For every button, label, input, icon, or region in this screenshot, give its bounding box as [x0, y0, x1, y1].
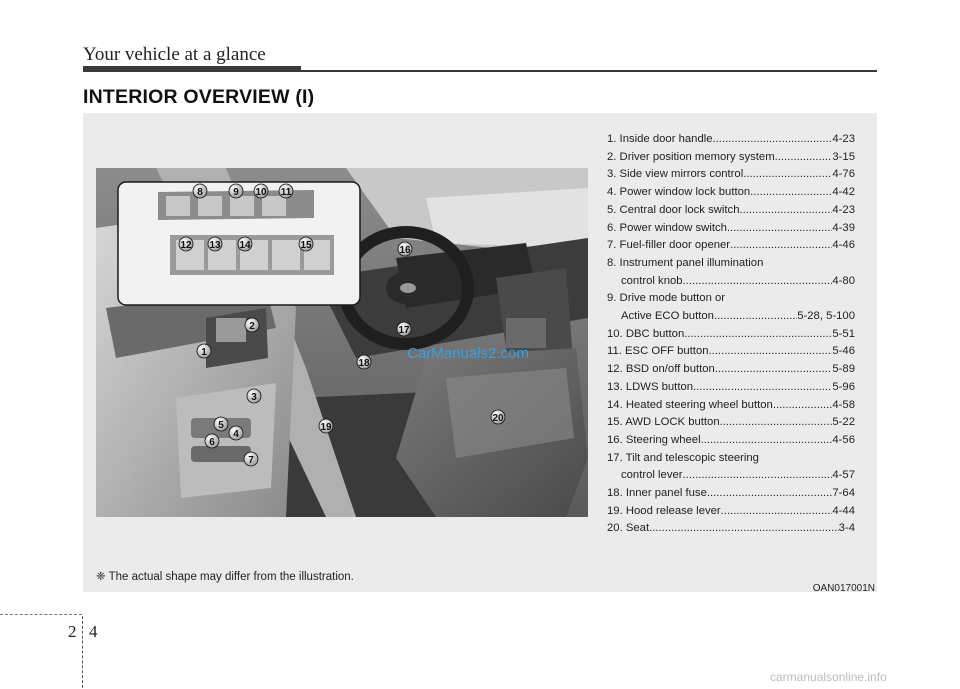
- section-title: INTERIOR OVERVIEW (I): [83, 86, 315, 108]
- list-item: 10. DBC button ..... 5-51: [607, 326, 855, 344]
- component-index-list: [607, 131, 855, 538]
- list-item: 6. Power window switch ..... 4-39: [607, 220, 855, 238]
- figure-code: OAN017001N: [812, 583, 875, 594]
- list-item: 9. Drive mode button or Active ECO button ..... 5-28, 5-100: [607, 290, 855, 325]
- callout-20-label: 20: [492, 413, 504, 424]
- chapter-number: 2: [68, 622, 77, 641]
- callout-10-label: 10: [255, 187, 267, 198]
- callout-7-label: 7: [248, 455, 254, 466]
- callout-8-label: 8: [197, 187, 203, 198]
- callout-6-label: 6: [209, 437, 215, 448]
- page-divider: [82, 616, 83, 688]
- list-item: 15. AWD LOCK button ..... 5-22: [607, 414, 855, 432]
- list-item: 18. Inner panel fuse ..... 7-64: [607, 485, 855, 503]
- interior-illustration: [96, 168, 588, 517]
- list-item: 12. BSD on/off button ..... 5-89: [607, 361, 855, 379]
- list-item: 2. Driver position memory system ..... 3-15: [607, 149, 855, 167]
- list-item: 20. Seat ..... 3-4: [607, 520, 855, 538]
- page-number: 4: [89, 622, 98, 641]
- site-watermark: carmanualsonline.info: [770, 670, 887, 684]
- callout-2-label: 2: [249, 321, 255, 332]
- list-item: 3. Side view mirrors control ..... 4-76: [607, 166, 855, 184]
- header-rule-thick: [83, 66, 301, 72]
- callout-14-label: 14: [239, 240, 251, 251]
- list-item: 4. Power window lock button ..... 4-42: [607, 184, 855, 202]
- callout-9-label: 9: [233, 187, 239, 198]
- carmanuals-watermark: CarManuals2.com: [407, 345, 529, 362]
- list-item: 5. Central door lock switch ..... 4-23: [607, 202, 855, 220]
- list-item: 11. ESC OFF button ..... 5-46: [607, 343, 855, 361]
- callout-1-label: 1: [201, 347, 207, 358]
- list-item: 14. Heated steering wheel button ..... 4-58: [607, 397, 855, 415]
- list-item: 1. Inside door handle ..... 4-23: [607, 131, 855, 149]
- header-rule-thin: [301, 70, 877, 72]
- callout-18-label: 18: [358, 358, 370, 369]
- list-item: 13. LDWS button ..... 5-96: [607, 379, 855, 397]
- list-item: 7. Fuel-filler door opener ..... 4-46: [607, 237, 855, 255]
- callout-13-label: 13: [209, 240, 221, 251]
- illustration-note: ❈ The actual shape may differ from the illustration.: [96, 571, 354, 583]
- callout-3-label: 3: [251, 392, 257, 403]
- list-item: 19. Hood release lever ..... 4-44: [607, 503, 855, 521]
- callout-15-label: 15: [300, 240, 312, 251]
- list-item: 8. Instrument panel illumination control knob ..... 4-80: [607, 255, 855, 290]
- running-header: Your vehicle at a glance: [83, 44, 266, 65]
- callout-17-label: 17: [398, 325, 410, 336]
- callout-16-label: 16: [399, 245, 411, 256]
- callout-12-label: 12: [180, 240, 192, 251]
- list-item: 17. Tilt and telescopic steering control lever ..... 4-57: [607, 450, 855, 485]
- callout-4-label: 4: [233, 429, 239, 440]
- list-item: 16. Steering wheel ..... 4-56: [607, 432, 855, 450]
- footer-rule: [0, 614, 82, 615]
- callout-5-label: 5: [218, 420, 224, 431]
- callout-11-label: 11: [280, 187, 292, 198]
- callout-19-label: 19: [320, 422, 332, 433]
